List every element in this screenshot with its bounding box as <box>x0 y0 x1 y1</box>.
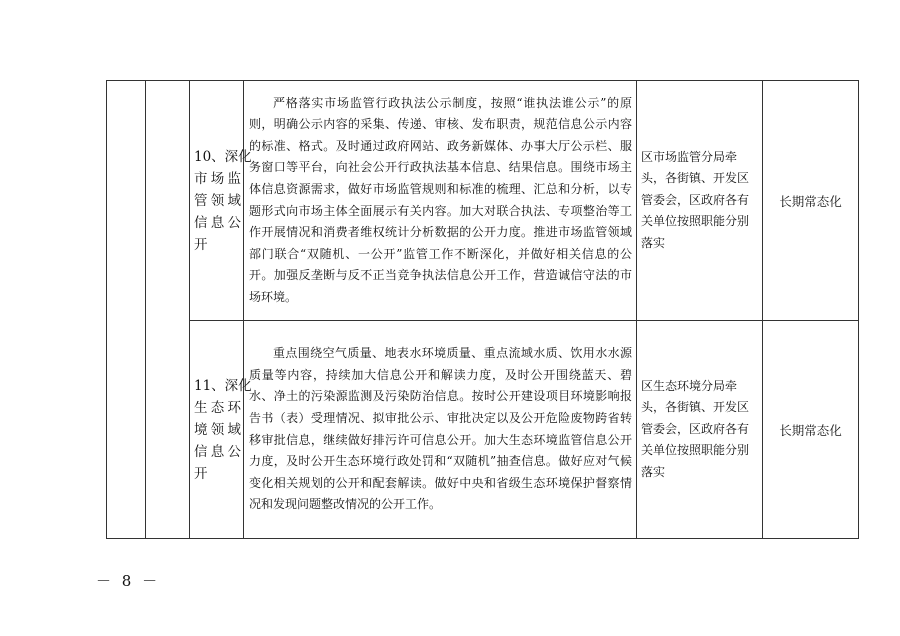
title-char: 态 <box>210 399 225 416</box>
task-content-text: 严格落实市场监管行政执法公示制度，按照“谁执法谁公示”的原则，明确公示内容的采集、传递、审核、发布职责，规范信息公示内容的标准、格式。及时通过政府网站、政务新媒体、办事大厅公示栏、服务窗口等平台，向社会公开行政执法基本信息、结果信息。围绕市场主体信息资源需求，做好市场监管规则和标准的梳理、汇总和分析，以专题形式向市场主体全面展示有关内容。加大对联合执法、专项整治等工作开展情况和消费者维权统计分析数据的公开力度。推进市场监管领域部门联合“双随机、一公开”监管工作不断深化，并做好相关信息的公开。加强反垄断与反不正当竞争执法信息公开工作，营造诚信守法的市场环境。 <box>249 95 632 304</box>
title-char: 市 <box>194 170 208 187</box>
page-number: － 8 － <box>96 572 161 590</box>
category-cell <box>107 81 146 539</box>
title-text: 11、深化 <box>194 377 252 394</box>
task-content <box>244 321 637 539</box>
title-char: 信 <box>194 214 208 231</box>
title-char: 监 <box>227 170 241 187</box>
responsible-unit: 区生态环境分局牵头，各街镇、开发区管委会，区政府各有关单位按照职能分别落实 <box>637 321 763 539</box>
title-char: 信 <box>194 443 208 460</box>
title-char: 管 <box>194 192 208 209</box>
task-content-text: 重点围绕空气质量、地表水环境质量、重点流域水质、饮用水水源质量等内容，持续加大信息公开和解读力度，及时公开围绕蓝天、碧水、净土的污染源监测及污染防治信息。按时公开建设项目环境影响报告书（表）受理情况、拟审批公示、审批决定以及公开危险废物跨省转移审批信息，继续做好排污许可信息公开。加大生态环境监管信息公开力度，及时公开生态环境行政处罚和“双随机”抽查信息。做好应对气候变化相关规划的公开和配套解读。做好中央和省级生态环境保护督察情况和发现问题整改情况的公开工作。 <box>249 346 632 512</box>
title-char: 境 <box>194 421 208 438</box>
title-char: 息 <box>210 214 225 231</box>
task-title <box>190 81 252 321</box>
task-content <box>244 81 637 321</box>
title-char: 领 <box>210 421 225 438</box>
title-char: 公 <box>227 443 241 460</box>
title-char: 息 <box>210 443 225 460</box>
table-row <box>107 321 859 539</box>
time-limit: 长期常态化 <box>763 321 859 539</box>
responsible-unit: 区市场监管分局牵头，各街镇、开发区管委会，区政府各有关单位按照职能分别落实 <box>637 81 763 321</box>
title-char: 生 <box>194 399 208 416</box>
title-char: 场 <box>210 170 225 187</box>
title-char: 域 <box>227 421 241 438</box>
title-char: 环 <box>227 399 241 416</box>
title-char: 域 <box>227 192 241 209</box>
time-limit: 长期常态化 <box>763 81 859 321</box>
work-plan-table <box>106 80 859 539</box>
title-char: 领 <box>210 192 225 209</box>
title-char: 开 <box>194 236 208 253</box>
subcategory-cell <box>146 81 190 539</box>
title-char: 开 <box>194 465 208 482</box>
table-row <box>107 81 859 321</box>
title-char: 公 <box>227 214 241 231</box>
task-title <box>190 321 252 539</box>
title-text: 10、深化 <box>194 148 252 165</box>
